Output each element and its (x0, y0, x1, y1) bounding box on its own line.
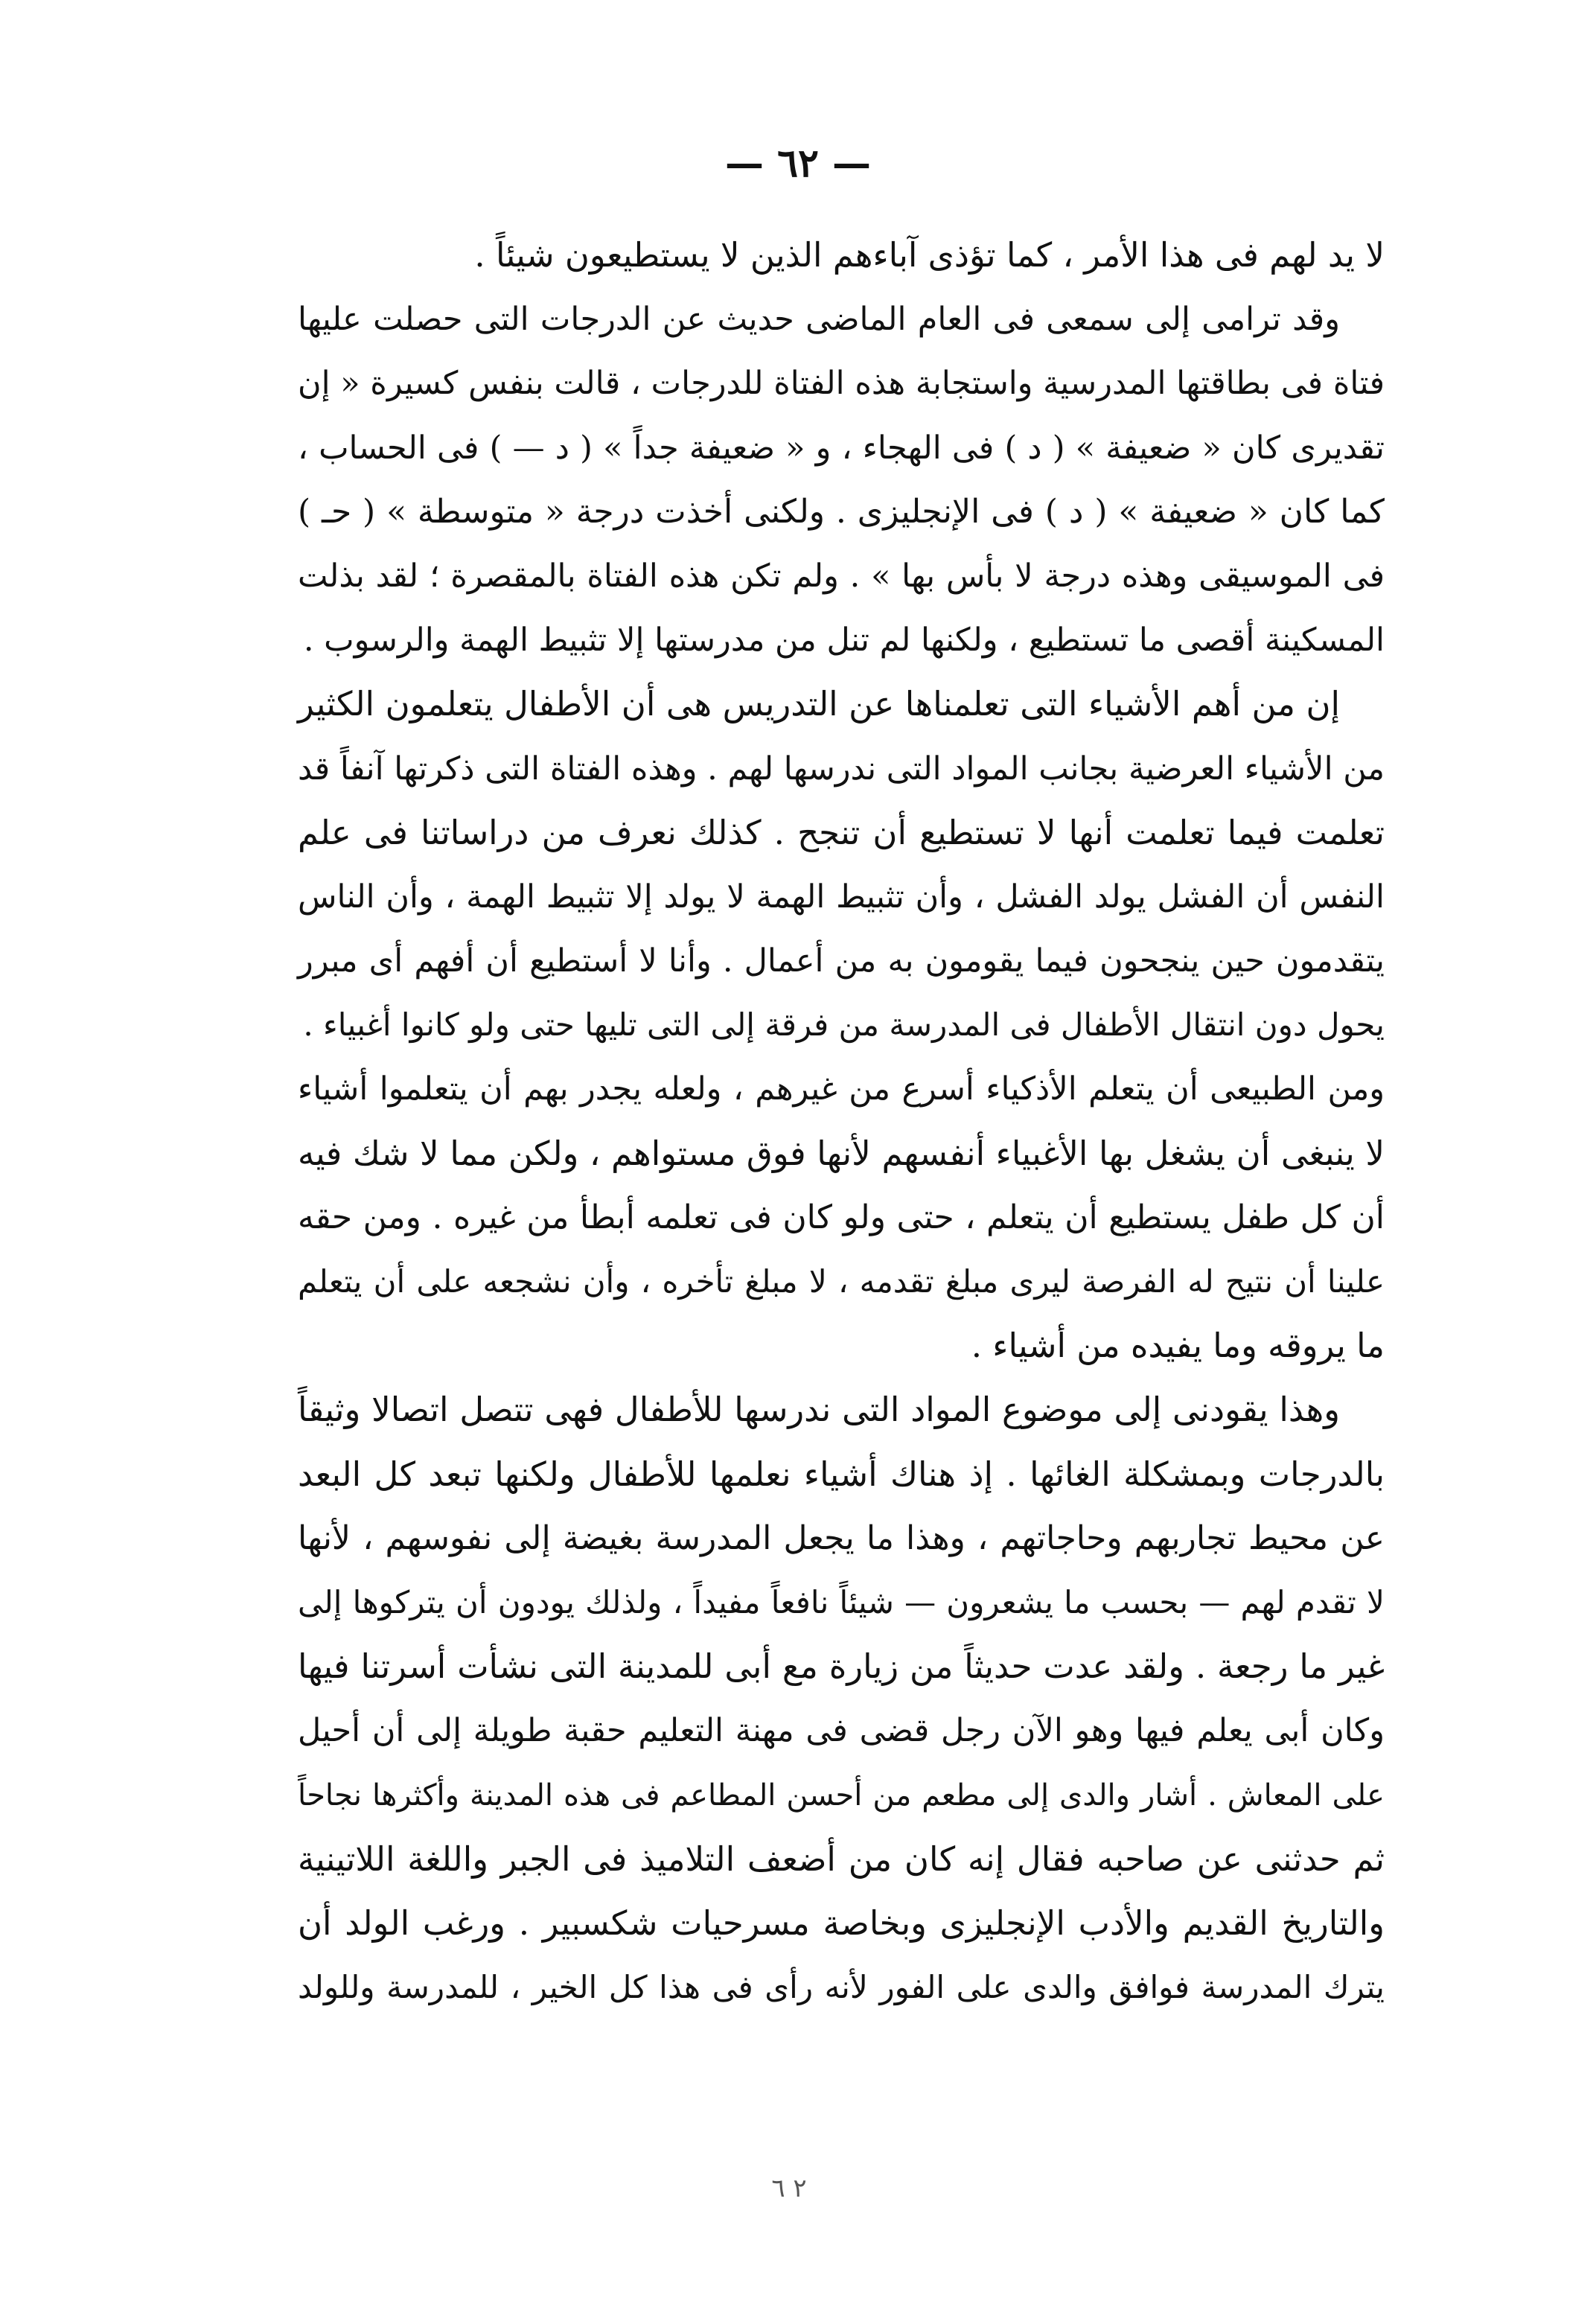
text-line: بالدرجات وبمشكلة الغائها . إذ هناك أشياء نعلمها للأطفال ولكنها تبعد كل البعد (298, 1454, 1385, 1494)
text-line: فى الموسيقى وهذه درجة لا بأس بها » . ولم تكن هذه الفتاة بالمقصرة ؛ لقد بذلت (298, 557, 1385, 595)
text-line: يترك المدرسة فوافق والدى على الفور لأنه رأى فى هذا كل الخير ، للمدرسة وللولد (298, 1969, 1385, 2006)
text-line: أن كل طفل يستطيع أن يتعلم ، حتى ولو كان فى تعلمه أبطأ من غيره . ومن حقه (298, 1198, 1385, 1236)
text-line: يحول دون انتقال الأطفال فى المدرسة من فرقة إلى التى تليها حتى ولو كانوا أغبياء . (303, 1006, 1385, 1044)
text-line: علينا أن نتيح له الفرصة ليرى مبلغ تقدمه ، لا مبلغ تأخره ، وأن نشجعه على أن يتعلم (298, 1263, 1385, 1300)
text-line: تعلمت فيما تعلمت أنها لا تستطيع أن تنجح . كذلك نعرف من دراساتنا فى علم (298, 812, 1385, 852)
text-line: وهذا يقودنى إلى موضوع المواد التى ندرسها للأطفال فهى تتصل اتصالا وثيقاً (298, 1390, 1340, 1430)
text-line: ثم حدثنى عن صاحبه فقال إنه كان من أضعف التلاميذ فى الجبر واللغة اللاتينية (298, 1839, 1385, 1879)
text-line: ومن الطبيعى أن يتعلم الأذكياء أسرع من غيرهم ، ولعله يجدر بهم أن يتعلموا أشياء (298, 1070, 1385, 1108)
text-line: عن محيط تجاربهم وحاجاتهم ، وهذا ما يجعل المدرسة بغيضة إلى نفوسهم ، لأنها (298, 1519, 1385, 1557)
text-line: ما يروقه وما يفيده من أشياء . (971, 1326, 1385, 1366)
footer-mark: ٢ ٦ (771, 2174, 807, 2203)
text-line: النفس أن الفشل يولد الفشل ، وأن تثبيط الهمة لا يولد إلا تثبيط الهمة ، وأن الناس (298, 878, 1385, 916)
page-number: — ٦٢ — (724, 141, 872, 186)
text-line: تقديرى كان « ضعيفة » ( د ) فى الهجاء ، و « ضعيفة جداً » ( د — ) فى الحساب ، (298, 429, 1385, 467)
text-line: والتاريخ القديم والأدب الإنجليزى وبخاصة مسرحيات شكسبير . ورغب الولد أن (298, 1903, 1385, 1943)
text-line: فتاة فى بطاقتها المدرسية واستجابة هذه الفتاة للدرجات ، قالت بنفس كسيرة « إن (298, 365, 1385, 403)
text-line: لا تقدم لهم — بحسب ما يشعرون — شيئاً نافعاً مفيداً ، ولذلك يودون أن يتركوها إلى (298, 1583, 1385, 1620)
text-line: لا ينبغى أن يشغل بها الأغبياء أنفسهم لأنها فوق مستواهم ، ولكن مما لا شك فيه (298, 1133, 1385, 1173)
text-line: وكان أبى يعلم فيها وهو الآن رجل قضى فى مهنة التعليم حقبة طويلة إلى أن أحيل (298, 1712, 1385, 1750)
text-line: وقد ترامى إلى سمعى فى العام الماضى حديث عن الدرجات التى حصلت عليها (298, 301, 1340, 339)
text-line: لا يد لهم فى هذا الأمر ، كما تؤذى آباءهم الذين لا يستطيعون شيئاً . (474, 235, 1385, 275)
text-line: إن من أهم الأشياء التى تعلمناها عن التدريس هى أن الأطفال يتعلمون الكثير (298, 684, 1340, 724)
text-line: من الأشياء العرضية بجانب المواد التى ندرسها لهم . وهذه الفتاة التى ذكرتها آنفاً قد (298, 750, 1385, 788)
text-line: يتقدمون حين ينجحون فيما يقومون به من أعمال . وأنا لا أستطيع أن أفهم أى مبرر (298, 942, 1385, 980)
text-line: على المعاش . أشار والدى إلى مطعم من أحسن المطاعم فى هذه المدينة وأكثرها نجاحاً (298, 1778, 1385, 1813)
body-text (298, 223, 1385, 2019)
text-line: كما كان « ضعيفة » ( د ) فى الإنجليزى . ولكنى أخذت درجة « متوسطة » ( حـ ) (298, 492, 1385, 531)
text-line: المسكينة أقصى ما تستطيع ، ولكنها لم تنل من مدرستها إلا تثبيط الهمة والرسوب . (303, 622, 1385, 660)
text-line: غير ما رجعة . ولقد عدت حديثاً من زيارة مع أبى للمدينة التى نشأت أسرتنا فيها (298, 1647, 1385, 1687)
